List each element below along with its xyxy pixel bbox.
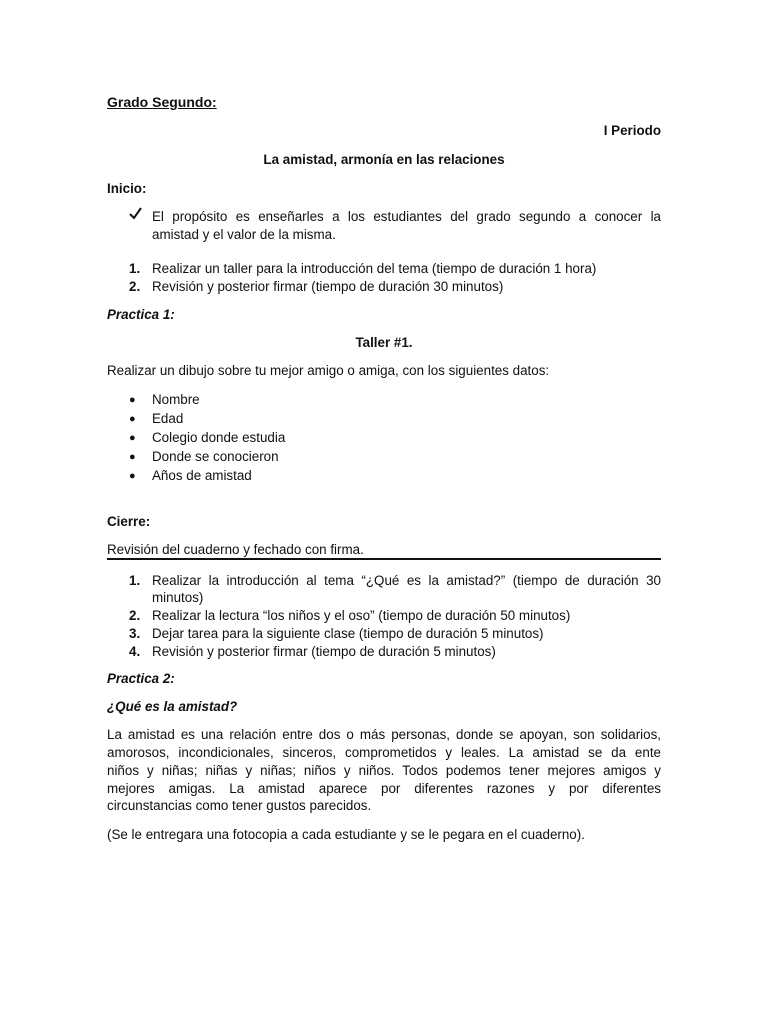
step-number: 1. [129, 573, 141, 588]
bullet-icon: ● [129, 394, 136, 406]
bullet-icon: ● [129, 451, 136, 463]
inicio-heading: Inicio: [107, 181, 147, 196]
paragraph-line: circunstancias como tener gustos parecidos. [107, 798, 372, 813]
step-number: 2. [129, 279, 141, 294]
cierre-step-1-line-2: minutos) [152, 590, 204, 605]
list-item: Años de amistad [152, 468, 252, 483]
purpose-line-1: El propósito es enseñarles a los estudiantes del grado segundo a conocer la [152, 209, 661, 224]
list-item: Nombre [152, 392, 200, 407]
cierre-step-3: Dejar tarea para la siguiente clase (tiempo de duración 5 minutos) [152, 626, 544, 641]
section-divider [107, 558, 661, 560]
list-item: Colegio donde estudia [152, 430, 286, 445]
bullet-icon: ● [129, 470, 136, 482]
list-item: Edad [152, 411, 184, 426]
cierre-step-4: Revisión y posterior firmar (tiempo de duración 5 minutos) [152, 644, 496, 659]
paragraph-line: niños y niñas; niñas y niñas; niños y niños. Todos podemos tener mejores amigos y [107, 763, 661, 778]
step-number: 2. [129, 608, 141, 623]
photocopy-note: (Se le entregara una fotocopia a cada estudiante y se le pegara en el cuaderno). [107, 827, 585, 842]
cierre-step-2: Realizar la lectura “los niños y el oso” (tiempo de duración 50 minutos) [152, 608, 571, 623]
step-number: 4. [129, 644, 141, 659]
step-number: 3. [129, 626, 141, 641]
inicio-step-1: Realizar un taller para la introducción del tema (tiempo de duración 1 hora) [152, 261, 597, 276]
period-label: I Periodo [603, 123, 661, 138]
purpose-line-2: amistad y el valor de la misma. [152, 227, 336, 242]
question-heading: ¿Qué es la amistad? [107, 699, 238, 714]
cierre-heading: Cierre: [107, 514, 151, 529]
step-number: 1. [129, 261, 141, 276]
inicio-step-2: Revisión y posterior firmar (tiempo de duración 30 minutos) [152, 279, 504, 294]
checkmark-icon [129, 207, 145, 225]
paragraph-line: mejores amigas. La amistad aparece por diferentes razones y por diferentes [107, 781, 661, 796]
bullet-icon: ● [129, 413, 136, 425]
practica1-heading: Practica 1: [107, 307, 175, 322]
bullet-icon: ● [129, 432, 136, 444]
paragraph-line: amorosos, incondicionales, sinceros, comprometidos y leales. La amistad se da ente [107, 745, 661, 760]
grade-heading: Grado Segundo: [107, 94, 217, 110]
document-title: La amistad, armonía en las relaciones [263, 152, 505, 167]
cierre-text: Revisión del cuaderno y fechado con firma. [107, 542, 364, 557]
paragraph-line: La amistad es una relación entre dos o más personas, donde se apoyan, son solidarios, [107, 727, 661, 742]
practica2-heading: Practica 2: [107, 671, 175, 686]
taller-title: Taller #1. [355, 335, 413, 350]
taller-instruction: Realizar un dibujo sobre tu mejor amigo o amiga, con los siguientes datos: [107, 363, 550, 378]
cierre-step-1-line-1: Realizar la introducción al tema “¿Qué es la amistad?” (tiempo de duración 30 [152, 573, 661, 588]
list-item: Donde se conocieron [152, 449, 279, 464]
